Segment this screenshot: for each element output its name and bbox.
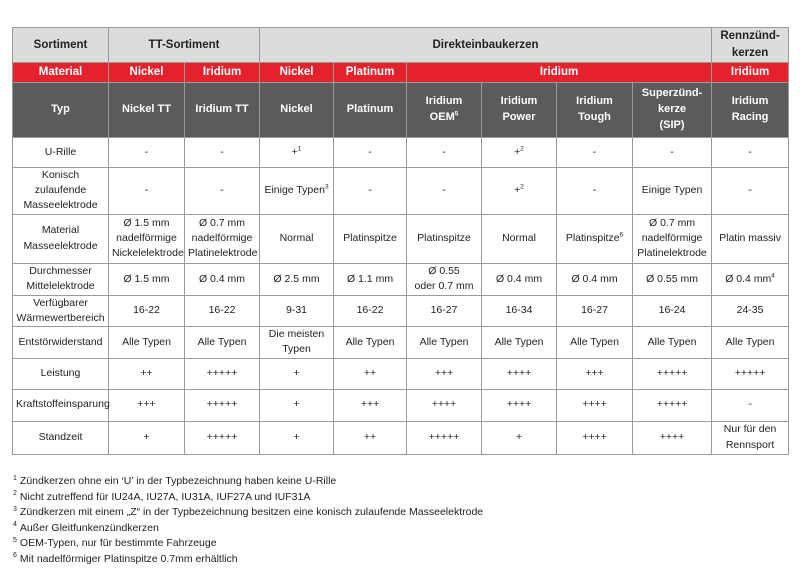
typ-row [13,83,789,138]
footnote-number: 1 [13,474,17,482]
typ-iridium-tt: Iridium TT [185,83,260,138]
table-cell: - [557,168,633,215]
table-cell: +++++ [633,389,712,421]
table-cell: Platin massiv [712,214,789,263]
footnote-ref: 3 [324,183,329,191]
header-renn-line2: kerzen [731,47,769,59]
table-cell [260,138,334,168]
table-cell: Alle Typen [109,327,185,358]
cell-text: + [291,145,298,158]
table-row-material-masseelektrode [13,214,789,263]
table-cell: - [712,389,789,421]
table-row-entstoerwiderstand [13,327,789,358]
row-label-line2: Wärmewertbereich [16,311,105,324]
typ-sip-line2: kerze [657,103,687,116]
table-cell: - [185,138,260,168]
table-cell: - [407,138,482,168]
spark-plug-comparison-table [12,27,789,455]
row-label: Leistung [13,358,109,389]
typ-platinum: Platinum [334,83,407,138]
table-cell: Alle Typen [407,327,482,358]
table-cell: ++ [109,358,185,389]
typ-iridium-tough-line1: Iridium [576,95,613,108]
table-cell: ++++ [482,389,557,421]
table-cell: +++++ [633,358,712,389]
table-cell [633,214,712,263]
header-rennzuendkerzen [712,28,789,63]
material-platinum: Platinum [334,63,407,83]
table-cell: Ø 0.55 mm [633,263,712,295]
table-cell: - [334,138,407,168]
typ-label: Typ [13,83,109,138]
table-cell [482,168,557,215]
header-row [13,28,789,63]
cell-line: nadelförmige [641,232,703,245]
cell-line: nadelförmige [191,232,253,245]
table-cell: Platinspitze [407,214,482,263]
footnote-3 [13,505,483,521]
table-row-konisch [13,168,789,215]
table-row-waermewert [13,295,789,326]
table-cell: +++++ [185,358,260,389]
cell-line: Ø 0.55 [428,264,460,277]
row-label: Standzeit [13,421,109,454]
cell-line: Rennsport [725,438,775,451]
row-label-line1: Durchmesser [29,264,92,277]
table-cell [260,168,334,215]
table-cell: 16-27 [557,295,633,326]
table-cell: - [109,168,185,215]
footnote-ref: 5 [454,110,459,118]
table-row-u-rille [13,138,789,168]
typ-iridium-power-line2: Power [502,111,536,123]
footnote-text: Nicht zutreffend für IU24A, IU27A, IU31A, IUF27A und IUF31A [19,490,311,503]
table-cell: 16-24 [633,295,712,326]
row-label [13,295,109,326]
table-cell: - [334,168,407,215]
table-cell: 24-35 [712,295,789,326]
typ-iridium-oem-text: Iridium OEM [425,95,463,123]
table-cell: - [633,138,712,168]
cell-text: + [514,184,521,197]
table-row-kraftstoffeinsparung [13,389,789,421]
material-label: Material [13,63,109,83]
table-cell: - [185,168,260,215]
cell-line: Platinelektrode [188,247,258,260]
footnote-number: 3 [13,505,17,513]
typ-iridium-oem [407,83,482,138]
table-cell: Ø 1.5 mm [109,263,185,295]
footnote-text: OEM-Typen, nur für bestimmte Fahrzeuge [19,537,217,550]
table-cell: 16-27 [407,295,482,326]
material-iridium-tt: Iridium [185,63,260,83]
cell-text: + [514,145,521,158]
header-tt-sortiment: TT-Sortiment [109,28,260,63]
footnote-6 [13,552,483,568]
typ-racing-line2: Racing [731,111,769,123]
typ-iridium-tough-line2: Tough [578,111,611,123]
row-label-line1: Material [41,224,80,237]
cell-text: Platinspitze [565,232,620,245]
table-cell: Ø 0.4 mm [482,263,557,295]
table-cell: Ø 0.4 mm [557,263,633,295]
table-cell [185,214,260,263]
typ-nickel: Nickel [260,83,334,138]
cell-line: Platinelektrode [637,247,707,260]
footnote-text: Zündkerzen ohne ein ‘U’ in der Typbezeichnung haben keine U-Rille [19,475,337,487]
cell-line: oder 0.7 mm [414,280,474,293]
table-cell: + [109,421,185,454]
table-cell: + [482,421,557,454]
material-row [13,63,789,83]
typ-sip-line1: Superzünd- [641,87,703,100]
cell-line: Ø 0.7 mm [198,216,246,229]
table-cell [712,263,789,295]
material-nickel-tt: Nickel [109,63,185,83]
table-cell: Alle Typen [185,327,260,358]
header-direkteinbaukerzen: Direkteinbaukerzen [260,28,712,63]
table-cell: +++++ [712,358,789,389]
table-cell: Alle Typen [712,327,789,358]
cell-line: Nur für den [723,423,777,436]
cell-line: Die meisten [268,328,325,341]
table-cell [109,214,185,263]
footnote-number: 5 [13,536,17,544]
material-iridium: Iridium [407,63,712,83]
table-cell: 16-22 [109,295,185,326]
table-cell: Alle Typen [482,327,557,358]
cell-line: Typen [282,343,311,356]
footnote-ref: 2 [520,183,524,191]
footnote-text: Mit nadelförmiger Platinspitze 0.7mm erhältlich [19,552,238,565]
footnote-number: 4 [13,521,17,529]
row-label-line2: Masseelektrode [23,239,98,252]
table-cell: ++++ [482,358,557,389]
table-cell: Alle Typen [557,327,633,358]
table-cell: Alle Typen [633,327,712,358]
table-cell: 16-34 [482,295,557,326]
table-cell: 9-31 [260,295,334,326]
footnote-ref: 4 [771,272,775,280]
footnote-5 [13,536,483,552]
footnote-ref: 6 [619,231,624,239]
footnote-2 [13,490,483,506]
table-cell: +++ [407,358,482,389]
typ-iridium-power-line1: Iridium [500,95,538,108]
row-label-line1: Verfügbarer [33,296,88,309]
table-cell: +++++ [407,421,482,454]
table-cell: ++ [334,358,407,389]
table-cell: Ø 0.4 mm [185,263,260,295]
row-label [13,214,109,263]
typ-iridium-power [482,83,557,138]
footnote-4 [13,521,483,537]
row-label-line2: Masseelektrode [23,199,98,212]
table-cell: ++++ [557,421,633,454]
table-cell: 16-22 [185,295,260,326]
header-renn-line1: Rennzünd- [720,30,780,43]
table-cell: Alle Typen [334,327,407,358]
footnote-text: Zündkerzen mit einem „Z“ in der Typbezeichnung besitzen eine konisch zulaufende Masseelektrode [19,506,484,519]
typ-nickel-tt: Nickel TT [109,83,185,138]
footnotes [13,474,483,568]
material-iridium-racing: Iridium [712,63,789,83]
table-cell: Platinspitze [334,214,407,263]
row-label: U-Rille [13,138,109,168]
table-cell: - [712,168,789,215]
table-cell: +++++ [185,421,260,454]
table-cell [557,214,633,263]
row-label-line2: Mittelelektrode [26,280,95,293]
cell-line: Ø 1.5 mm [123,216,170,229]
table-cell [482,138,557,168]
footnote-ref: 2 [520,145,524,153]
cell-line: nadelförmige [116,232,177,245]
table-cell: ++++ [557,389,633,421]
table-cell: + [260,358,334,389]
footnote-ref: 1 [297,145,302,153]
table-cell: 16-22 [334,295,407,326]
table-cell: Einige Typen [633,168,712,215]
table-cell: +++ [109,389,185,421]
table-cell: Ø 1.1 mm [334,263,407,295]
table-cell: +++ [334,389,407,421]
typ-iridium-tough [557,83,633,138]
typ-racing-line1: Iridium [731,95,769,108]
table-row-durchmesser [13,263,789,295]
table-cell [712,421,789,454]
cell-line: Nickelelektrode [112,247,184,260]
row-label: Entstörwiderstand [13,327,109,358]
row-label: Kraftstoffeinsparung [13,389,109,421]
header-sortiment: Sortiment [13,28,109,63]
table-row-standzeit [13,421,789,454]
table-cell: - [109,138,185,168]
table-cell: Ø 2.5 mm [260,263,334,295]
table-cell: - [557,138,633,168]
footnote-number: 2 [13,490,17,498]
footnote-text: Außer Gleitfunkenzündkerzen [19,521,159,534]
typ-iridium-racing [712,83,789,138]
table-cell: +++++ [185,389,260,421]
footnote-1 [13,474,483,490]
table-cell [407,263,482,295]
row-label-line1: Konisch zulaufende [34,169,87,197]
cell-text: Einige Typen [264,184,325,197]
table-cell: + [260,421,334,454]
table-cell [260,327,334,358]
cell-line: Ø 0.7 mm [648,216,696,229]
table-cell: Normal [482,214,557,263]
table-cell: ++ [334,421,407,454]
table-cell: + [260,389,334,421]
typ-sip-line3: (SIP) [659,118,685,131]
row-label [13,263,109,295]
table-row-leistung [13,358,789,389]
footnote-number: 6 [13,552,17,560]
row-label [13,168,109,215]
table-cell: +++ [557,358,633,389]
table-cell: Normal [260,214,334,263]
table-cell: - [712,138,789,168]
cell-text: Ø 0.4 mm [725,272,772,285]
material-nickel: Nickel [260,63,334,83]
table-cell: ++++ [633,421,712,454]
table-cell: ++++ [407,389,482,421]
table-cell: - [407,168,482,215]
typ-sip [633,83,712,138]
